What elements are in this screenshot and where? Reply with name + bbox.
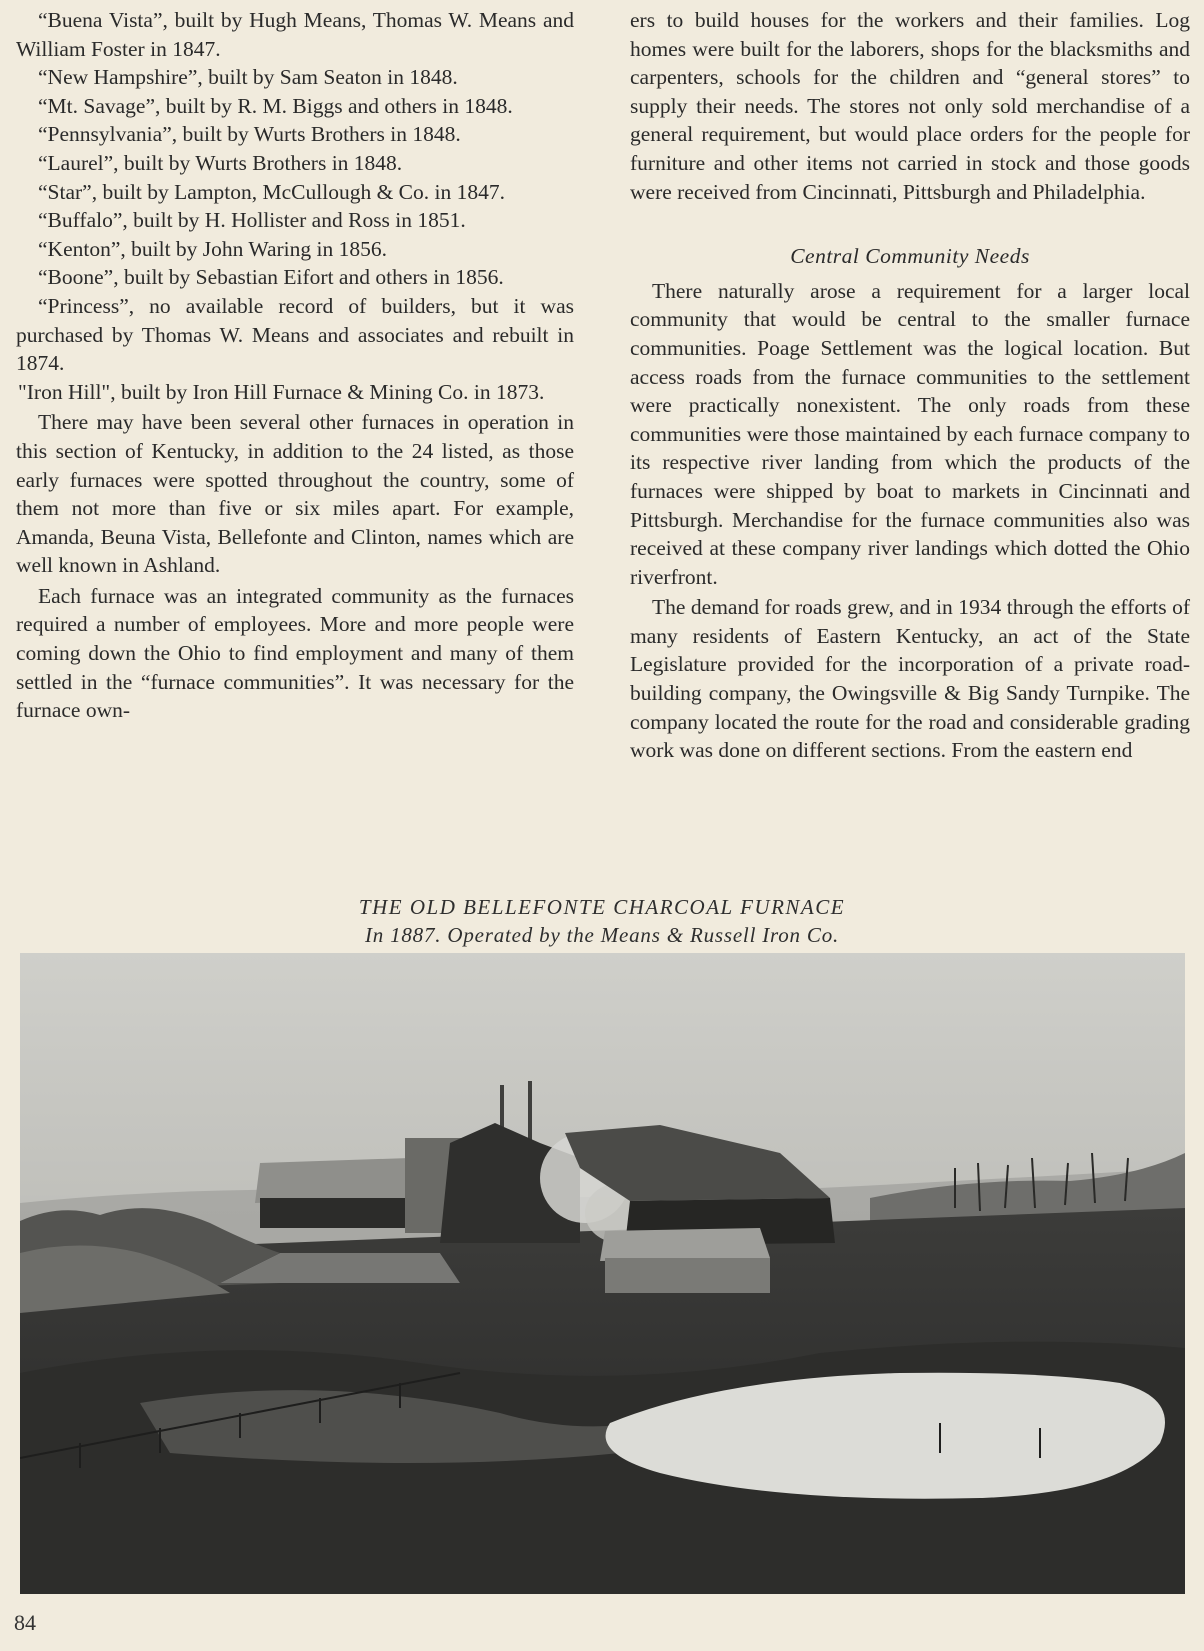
left-column (16, 6, 574, 725)
furnace-entry-princess: “Princess”, no available record of builders, but it was purchased by Thomas W. Means and associates and rebuilt in 1874. (16, 293, 574, 376)
furnace-entry-mt-savage: “Mt. Savage”, built by R. M. Biggs and others in 1848. (38, 93, 513, 118)
photo-caption (0, 893, 1204, 949)
furnace-photograph (20, 953, 1185, 1594)
right-column (630, 6, 1190, 765)
furnace-entry-boone: “Boone”, built by Sebastian Eifort and others in 1856. (38, 265, 504, 290)
body-paragraph-other-furnaces: There may have been several other furnaces in operation in this section of Kentucky, in addition to the 24 listed, as those early furnaces were spotted throughout the country, some of them not more than five or six miles apart. For example, Amanda, Beuna Vista, Bellefonte and Clinton, names which are well known in Ashland. (16, 410, 574, 578)
furnace-entry-kenton: “Kenton”, built by John Waring in 1856. (38, 236, 387, 261)
furnace-entry-new-hampshire: “New Hampshire”, built by Sam Seaton in 1848. (38, 65, 458, 90)
section-subheading: Central Community Needs (790, 244, 1030, 269)
body-paragraph-central-community: There naturally arose a requirement for a larger local community that would be central to the smaller furnace communities. Poage Settlement was the logical location. But access roads from the furnace communities to the settlement were practically nonexistent. The only roads from these communities were those maintained by each furnace company to its respective river landing from which the products of the furnaces were shipped by boat to markets in Cincinnati and Pittsburgh. Merchandise for the furnace communities also was received at these company river landings which dotted the Ohio riverfront. (630, 278, 1190, 589)
furnace-entry-iron-hill: "Iron Hill", built by Iron Hill Furnace & Mining Co. in 1873. (18, 379, 545, 404)
body-paragraph-continued: ers to build houses for the workers and their families. Log homes were built for the laborers, shops for the blacksmiths and carpenters, schools for the children and “general stores” to supply their needs. The stores not only sold merchandise of a general requirement, but would place orders for the people for furniture and other items not carried in stock and those goods were received from Cincinnati, Pittsburgh and Philadelphia. (630, 8, 1190, 204)
furnace-entry-buffalo: “Buffalo”, built by H. Hollister and Ross in 1851. (38, 208, 466, 233)
caption-subtitle: In 1887. Operated by the Means & Russell Iron Co. (364, 923, 840, 947)
furnace-entry-star: “Star”, built by Lampton, McCullough & Co. in 1847. (38, 179, 505, 204)
caption-title: THE OLD BELLEFONTE CHARCOAL FURNACE (358, 895, 846, 919)
furnace-entry-laurel: “Laurel”, built by Wurts Brothers in 1848. (38, 150, 403, 175)
page-number: 84 (14, 1610, 36, 1635)
furnace-entry-pennsylvania: “Pennsylvania”, built by Wurts Brothers in 1848. (38, 122, 461, 147)
body-paragraph-roads: The demand for roads grew, and in 1934 through the efforts of many residents of Eastern Kentucky, an act of the State Legislature provided for the incorporation of a private road-building company, the Owingsville & Big Sandy Turnpike. The company located the route for the road and considerable grading work was done on different sections. From the eastern end (630, 595, 1190, 763)
body-paragraph-integrated-community: Each furnace was an integrated community as the furnaces required a number of employees. More and more people were coming down the Ohio to find employment and many of them settled in the “furnace communities”. It was necessary for the furnace own- (16, 583, 574, 723)
furnace-entry-buena-vista: “Buena Vista”, built by Hugh Means, Thomas W. Means and William Foster in 1847. (16, 8, 574, 61)
